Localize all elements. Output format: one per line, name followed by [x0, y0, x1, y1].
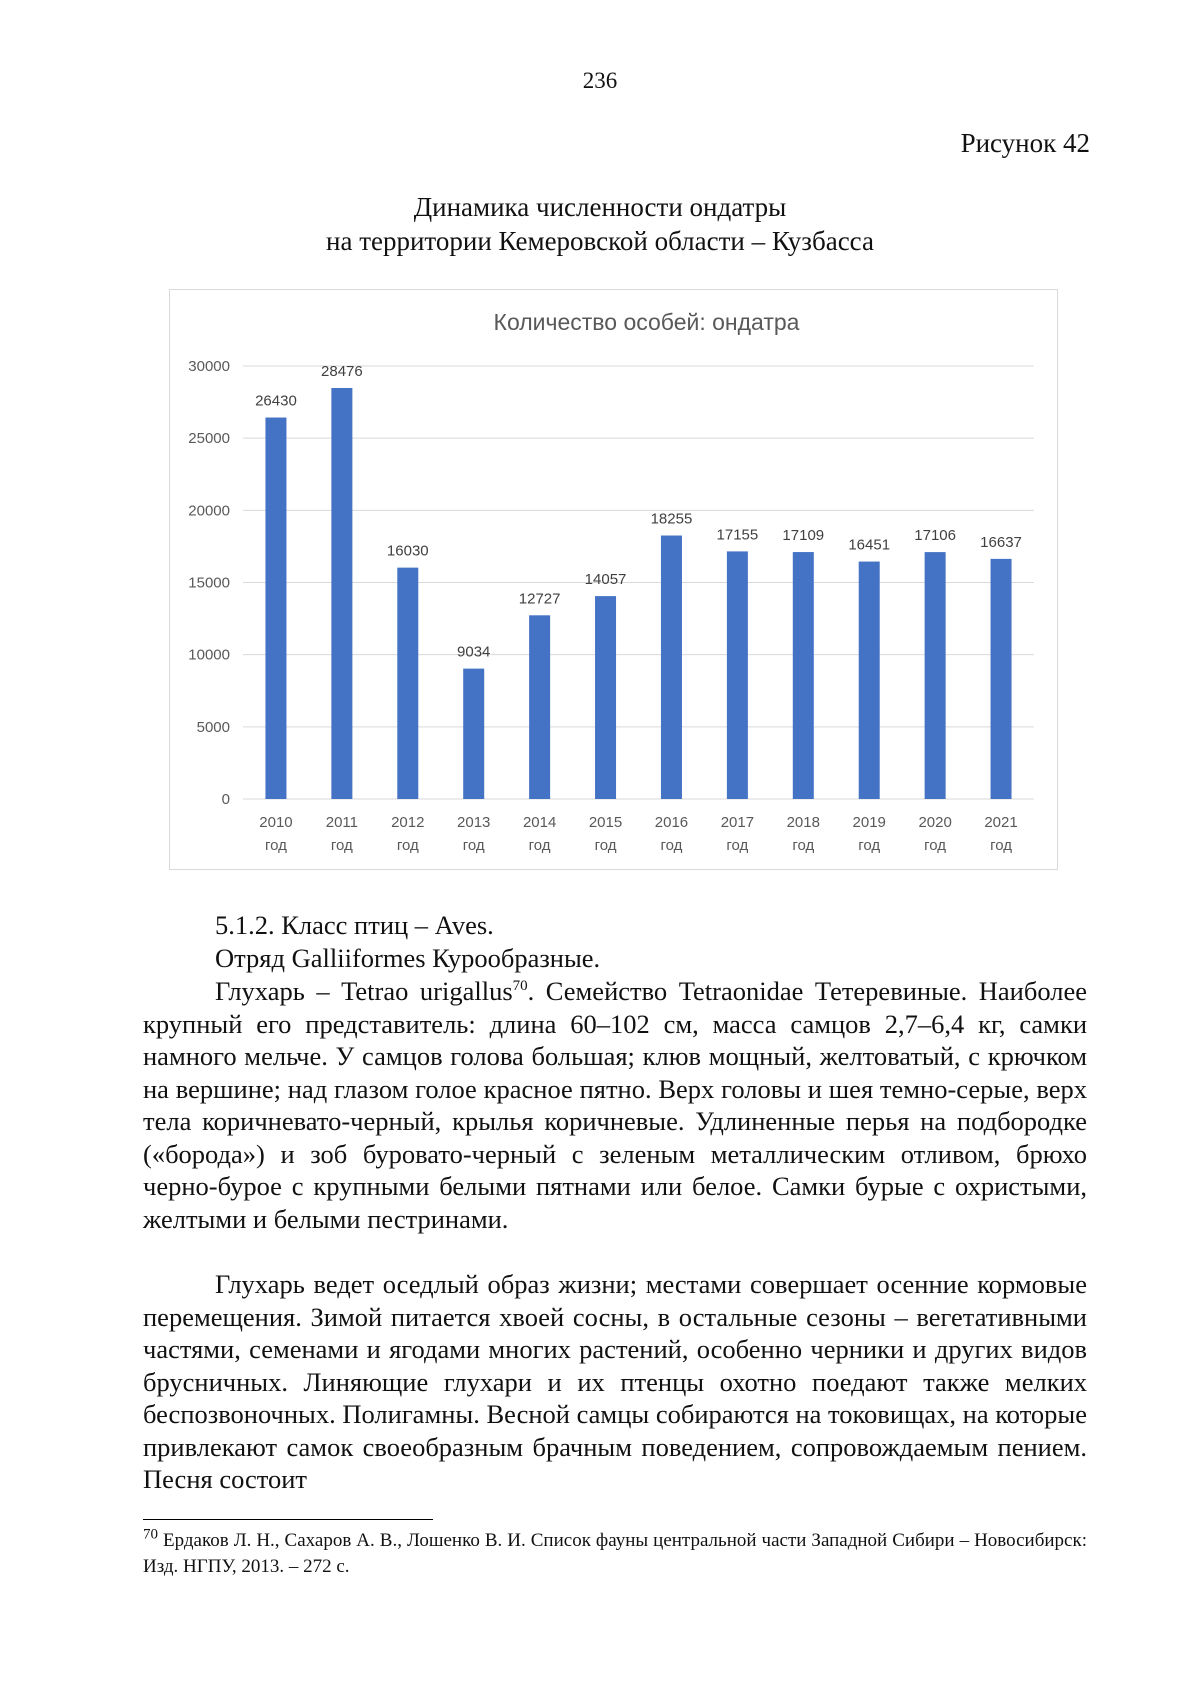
paragraph-2-text: Глухарь ведет оседлый образ жизни; местами совершает осенние кормовые перемещения. Зимой питается хвоей сосны, в остальные сезоны – вегетативными частями, семенами и ягодами многих растений, особенно черники и других видов брусничных. Линяющие глухари и их птенцы охотно поедают также мелких беспозвоночных. Полигамны. Весной самцы собираются на токовищах, на которые привлекают самок своеобразным брачным поведением, сопровождаемым пением. Песня состоит	[143, 1269, 1087, 1494]
bar	[991, 559, 1012, 799]
bar	[793, 552, 814, 799]
y-tick-label: 30000	[188, 358, 230, 375]
x-tick-label-suffix: год	[792, 837, 815, 854]
footnote-divider	[143, 1519, 433, 1520]
bar	[529, 615, 550, 799]
bar	[727, 551, 748, 799]
x-tick-label-year: 2021	[984, 814, 1018, 831]
x-tick-label-suffix: год	[594, 837, 617, 854]
bar	[331, 388, 352, 799]
x-tick-label-suffix: год	[264, 837, 287, 854]
figure-label: Рисунок 42	[960, 128, 1090, 158]
bar	[859, 562, 880, 799]
x-tick-label-suffix: год	[726, 837, 749, 854]
bar	[265, 418, 286, 799]
bar	[661, 536, 682, 799]
y-tick-label: 15000	[188, 574, 230, 592]
y-tick-label: 10000	[188, 646, 230, 664]
section-heading: 5.1.2. Класс птиц – Aves.	[215, 910, 494, 940]
y-tick-label: 0	[221, 791, 230, 808]
x-tick-label-year: 2012	[391, 814, 425, 831]
x-tick-label-year: 2020	[918, 814, 952, 831]
x-tick-label-suffix: год	[990, 837, 1013, 854]
paragraph-1	[143, 975, 1087, 1235]
bar	[397, 568, 418, 799]
x-tick-label-year: 2013	[457, 814, 491, 831]
data-label: 17155	[716, 526, 759, 544]
footnote-text: Ердаков Л. Н., Сахаров А. В., Лошенко В. И. Список фауны центральной части Западной Сибири – Новосибирск: Изд. НГПУ, 2013. – 272 с.	[143, 1530, 1087, 1577]
x-tick-label-suffix: год	[924, 837, 947, 854]
x-tick-label-year: 2017	[720, 814, 755, 831]
paragraph-2	[143, 1268, 1087, 1496]
footnote	[143, 1528, 1087, 1580]
x-tick-label-suffix: год	[858, 837, 881, 854]
bar-chart	[170, 290, 1057, 869]
x-tick-label-year: 2016	[654, 814, 689, 831]
x-tick-label-suffix: год	[396, 837, 419, 854]
x-tick-label-suffix: год	[528, 837, 551, 854]
bar	[595, 596, 616, 799]
x-tick-label-suffix: год	[330, 837, 353, 854]
y-tick-label: 5000	[196, 718, 230, 736]
x-tick-label-year: 2011	[325, 814, 359, 831]
chart-container	[169, 289, 1058, 870]
data-label: 17106	[914, 527, 956, 545]
footnote-number: 70	[143, 1526, 158, 1543]
data-label: 26430	[255, 392, 297, 410]
x-tick-label-year: 2010	[259, 814, 293, 831]
figure-title	[0, 190, 1200, 258]
x-tick-label-year: 2019	[852, 814, 886, 831]
x-tick-label-year: 2015	[588, 814, 623, 831]
footnote-ref[interactable]: 70	[512, 978, 528, 995]
data-label: 12727	[518, 590, 561, 608]
data-label: 9034	[457, 643, 491, 661]
paragraph-1-start: Глухарь – Tetrao urigallus	[215, 976, 513, 1006]
data-label: 16030	[386, 542, 429, 560]
x-tick-label-year: 2018	[786, 814, 820, 831]
data-label: 28476	[321, 362, 363, 380]
bar	[463, 669, 484, 799]
figure-title-line-1: Динамика численности ондатры	[413, 192, 787, 222]
bar	[925, 552, 946, 799]
order-heading: Отряд Galliiformes Курообразные.	[215, 943, 601, 973]
paragraph-1-rest: . Семейство Tetraonidae Тетеревиные. Наиболее крупный его представитель: длина 60–102 см, масса самцов 2,7–6,4 кг, самки намного мельче. У самцов голова большая; клюв мощный, желтоватый, с крючком на вершине; над глазом голое красное пятно. Верх головы и шея темно-серые, верх тела коричневато-черный, крылья коричневые. Удлиненные перья на подбородке («борода») и зоб буровато-черный с зеленым металлическим отливом, брюхо черно-бурое с крупными белыми пятнами или белое. Самки бурые с охристыми, желтыми и белыми пестринами.	[143, 976, 1087, 1234]
chart-title: Количество особей: ондатра	[493, 309, 800, 335]
y-tick-label: 20000	[188, 502, 230, 520]
data-label: 18255	[650, 510, 693, 528]
page-number: 236	[582, 68, 618, 93]
data-label: 14057	[584, 571, 627, 589]
data-label: 16451	[848, 536, 891, 554]
data-label: 17109	[782, 527, 825, 545]
x-tick-label-suffix: год	[660, 837, 683, 854]
x-tick-label-year: 2014	[522, 814, 557, 831]
figure-title-line-2: на территории Кемеровской области – Кузбасса	[326, 226, 874, 256]
y-tick-label: 25000	[188, 430, 230, 448]
data-label: 16637	[980, 533, 1022, 551]
x-tick-label-suffix: год	[462, 837, 485, 854]
